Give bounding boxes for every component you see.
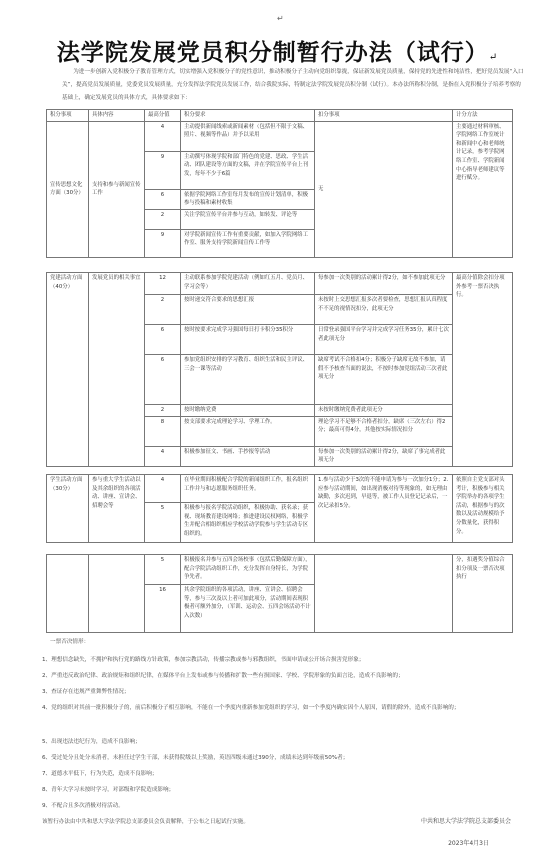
- header-cell: 积分要求: [181, 110, 315, 122]
- header-cell: 具体内容: [89, 110, 145, 122]
- score-cell: 4: [145, 446, 181, 466]
- score-cell: 9: [145, 151, 181, 189]
- method-cell: 主要通过材料审核、学院网络工作室统计和新闻中心和老师统计记录，参考学院网络工作室、学院新闻中心指导老师建议等进行赋分。: [453, 121, 513, 257]
- score-cell: 2: [145, 209, 181, 229]
- table-header-row: [47, 110, 513, 122]
- intro-text: 为进一步创新入党积极分子教育管理方式，切实增强入党积极分子的党性意识，推动积极分子主动向党组织靠拢，保证新发展党员质量，保持党的先进性和纯洁性，把好党员发展“入口关”，提高党员发展质量，党委党员发展质量，充分发挥法学院党员发展工作，结合我院实际，特制定法学院发展党员积分制（试行）。: [62, 69, 524, 88]
- paragraph-mark: ↵: [277, 14, 284, 23]
- content-cell: 参与重大学生活动以及其余组织的各项活动、讲座、宣讲会、招聘会等: [89, 475, 145, 543]
- category-cell: [47, 555, 89, 633]
- category-cell: 党建活动方面（40分）: [47, 273, 89, 467]
- deduction-cell: [315, 555, 453, 633]
- score-cell: 6: [145, 355, 181, 405]
- note-item: 2、严重违反政治纪律、政治规矩和组织纪律，在媒体平台上发布或参与传播和扩散一些有损国家、学校、学院形象的负面言论，造成不良影响的；: [42, 673, 404, 679]
- method-cell: 分，扣遇奖分值综合扣分项及一票否决项执行: [453, 555, 513, 633]
- note-item: 5、出现违法违纪行为，造成不良影响；: [42, 739, 141, 745]
- requirement-cell: 在毕业期间积极配合学院的新闻组织工作，报名组织工作并与和志愿服务组织任务。: [181, 475, 315, 503]
- requirement-cell: 参加党组织安排的学习教育、组织生活和民主评议、三会一课等活动: [181, 355, 315, 405]
- note-item: 4、党的组织对其前一批积极分子的，前后积极分子相互影响，不能在一个季度内重新参加党组织的学习，如一个季度内确实因个人原因，请假的除外，造成不良影响的；: [42, 705, 460, 711]
- requirement-cell: 主动提供新闻线索或新闻素材（包括但不限于文稿、照片、视频等作品）并予以采用: [181, 121, 315, 151]
- score-cell: 8: [145, 416, 181, 446]
- header-cell: 扣分事项: [315, 110, 453, 122]
- content-cell: 支持和参与新闻宣传工作: [89, 121, 145, 257]
- score-cell: 6: [145, 189, 181, 209]
- score-cell: 9: [145, 229, 181, 257]
- note-item: 该暂行办法由中共和思大学法学院总支部委员会负责解释，于公布之日起试行实施。: [42, 819, 249, 825]
- category-cell: 学生活动方面（30分）: [47, 475, 89, 543]
- requirement-cell: 积极报名并参与五四会场校事（包括后勤保障方面），配合学院活动组织工作，充分发挥自身特长，为学院争先者。: [181, 555, 315, 585]
- score-table-activities-continued: [46, 554, 513, 633]
- header-cell: 积分事项: [47, 110, 89, 122]
- score-cell: 5: [145, 503, 181, 543]
- note-item: 9、不配合且多次消极对待活动。: [42, 803, 124, 809]
- requirement-cell: 主动撰写体现学院和部门特色的党建、思政、学生活动、团队建设等方面的文稿，并在学院宣传平台上刊发，每年不少于6篇: [181, 151, 315, 189]
- requirement-cell: 按时递交符合要求的思想汇报: [181, 295, 315, 325]
- deduction-cell: 缺席考试不合格扣4分；积极分子缺席无故不参加，请假不予核查当面的说法，不按时参加党组活动三次者此项无分: [315, 355, 453, 405]
- table-row: [47, 475, 513, 503]
- deduction-cell: 每参加一次类别的活动累计得2分，如不参加此项无分: [315, 273, 453, 295]
- header-cell: 最高分值: [145, 110, 181, 122]
- note-item: 7、道德水平低下，行为失范，造成不良影响；: [42, 771, 158, 777]
- notes-heading: 一票否决情形：: [50, 639, 90, 645]
- requirement-cell: 依据学院网络工作室每月发布的宣传计划清单，积极参与投稿和素材收集: [181, 189, 315, 209]
- content-cell: 发展党员的相关事宜: [89, 273, 145, 467]
- score-cell: 2: [145, 295, 181, 325]
- score-table-activities: [46, 474, 513, 543]
- category-cell: 宣传思想文化方面（30分）: [47, 121, 89, 257]
- requirement-cell: 积极参加征文、书画、手抄报等活动: [181, 446, 315, 466]
- deduction-cell: 每参加一次类别的活动累计得2分，缺席了事完成者此项无分: [315, 446, 453, 466]
- requirement-cell: 对学院新闻宣传工作有重要贡献，如加入学院网络工作室、服务支持学院新闻宣传工作等: [181, 229, 315, 257]
- score-cell: 6: [145, 325, 181, 355]
- score-cell: 2: [145, 405, 181, 417]
- deduction-cell: 无: [315, 121, 453, 257]
- table-row: [47, 121, 513, 151]
- note-item: 8、青年大学习未按时学习，对部级和学院造成影响；: [42, 787, 175, 793]
- issue-date: 2023年4月3日: [448, 840, 489, 847]
- requirement-cell: 关注学院宣传平台并参与互动，如转发、评论等: [181, 209, 315, 229]
- score-cell: 4: [145, 121, 181, 151]
- note-item: 1、理想信念缺失，不拥护和执行党的路线方针政策，参加宗教活动，传播宗教或参与邪教组织，书面申请或公开场合损害党形象；: [42, 657, 365, 663]
- score-cell: 4: [145, 475, 181, 503]
- header-cell: 计分方法: [453, 110, 513, 122]
- note-item: 3、查证存在违规严重舞弊性情况；: [42, 689, 130, 695]
- requirement-cell: 按支部要求完成理论学习、学理工作。: [181, 416, 315, 446]
- score-table-propaganda: [46, 109, 513, 258]
- method-cell: 最高分值除会扣分项外参考一票否决执行。: [453, 273, 513, 467]
- intro-paragraph: [62, 66, 524, 105]
- deduction-cell: 1.参与活动少于3次的不能申请为参与一次加分1分；2.应参与活动期间，如出现消极对待等现象的，如无理由缺勤，多次迟到，早退等，被工作人员登记记录后，一次记录扣5分。: [315, 475, 453, 543]
- document-title: [0, 34, 555, 67]
- score-cell: 5: [145, 555, 181, 585]
- table-row: [47, 555, 513, 585]
- score-cell: 16: [145, 585, 181, 633]
- title-text: 法学院发展党员积分制暂行办法（试行）: [56, 39, 489, 66]
- deduction-cell: 未按时上交思想汇报多次者要检查，思想汇报认真程度不不足的视情况扣分，此项无分: [315, 295, 453, 325]
- requirement-cell: 其余学院组织的各项活动，讲座、宣讲会、招聘会等，参与三次及以上者可加此项分，活动期间表现积极者可额外加分，（军训、运动会、五四会场活动不计入次数）: [181, 585, 315, 633]
- deduction-cell: 理论学习不足够不合格者扣分，缺席（三次左右）得2分；最高可得4分，其他按实际情况扣分: [315, 416, 453, 446]
- deduction-cell: 日常登录强国平台学习并完成学习任务35分，累计七次者此项无分: [315, 325, 453, 355]
- note-item: 6、受过处分且处分未消者，未担任过学生干部，未获得院级以上奖励，英语四级未通过390分，成绩未达到年级前50%者；: [42, 755, 349, 761]
- score-table-party: [46, 272, 513, 467]
- paragraph-mark: ↵: [488, 52, 499, 63]
- method-cell: 依照自主党支部对头考计，积极参与相关学院举办的各项学生活动，根据参与的次数以及活动规模给予分数量化，获得积分。: [453, 475, 513, 543]
- table-row: [47, 273, 513, 295]
- score-cell: 12: [145, 273, 181, 295]
- requirement-cell: 积极参与报名学院活动组织，积极协助、获名录；获视、现场教育建设网络；推进建设民权网络，积极学生并配合相组织相应学校活动学院参与学生活动专区组织的。: [181, 503, 315, 543]
- intro-tail-text: 本办法所称积分制，是指在入党积极分子培养考察的基础上，确定发展党员的具体方式，具体要求如下：: [62, 82, 521, 101]
- requirement-cell: 按时按要求完成学习强国每日打卡积分35积分: [181, 325, 315, 355]
- requirement-cell: 主动联系参加学院党建活动（例如红五月、党员月、学习会等）: [181, 273, 315, 295]
- content-cell: [89, 555, 145, 633]
- issuing-organization: 中共和思大学法学院总支部委员会: [420, 818, 511, 825]
- deduction-cell: 未按时缴纳党费者此项无分: [315, 405, 453, 417]
- requirement-cell: 按时缴纳党费: [181, 405, 315, 417]
